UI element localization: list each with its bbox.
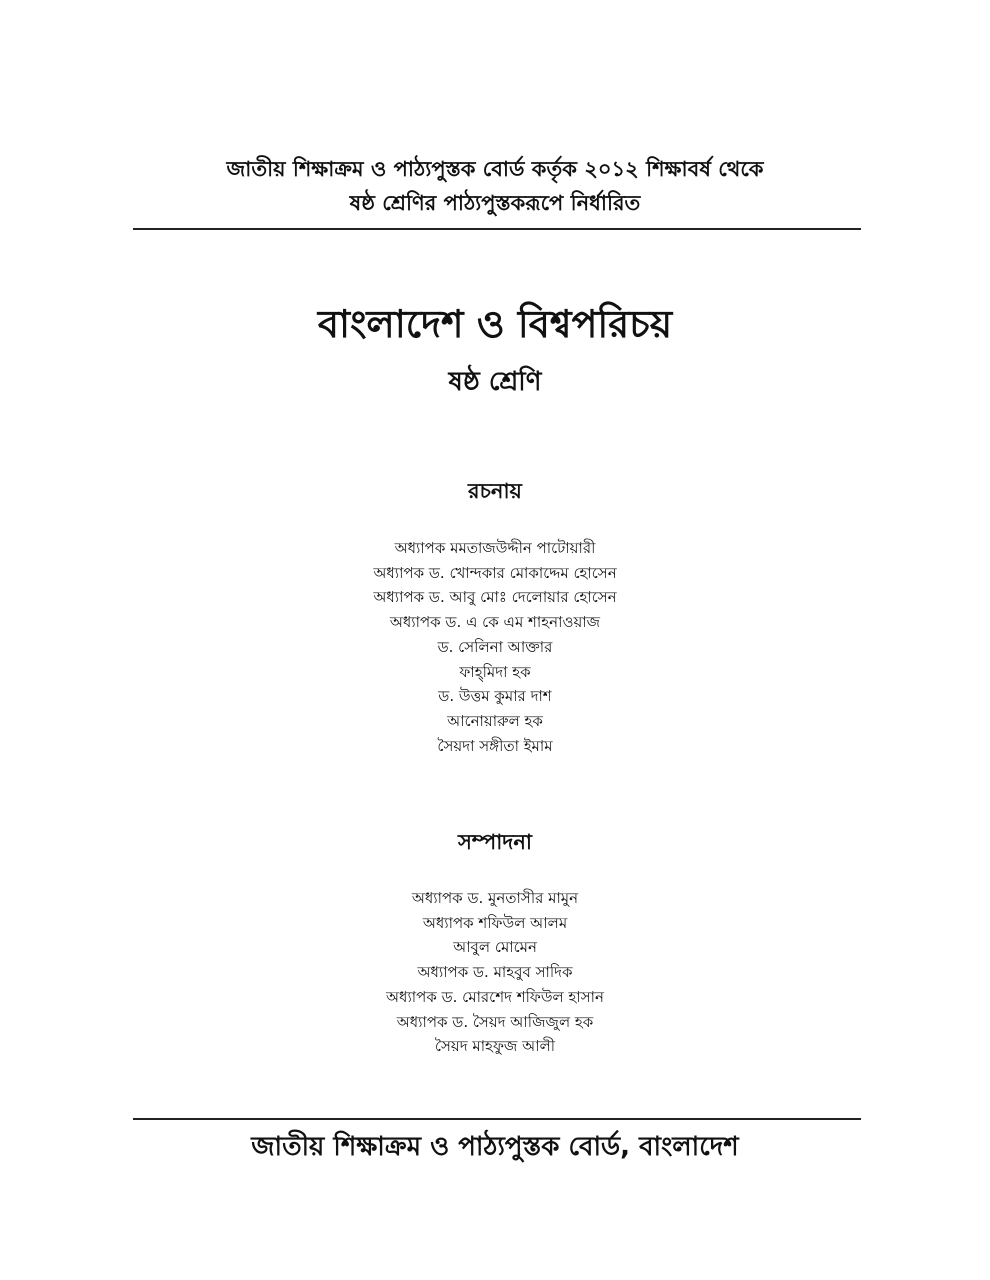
approval-note-line-2: ষষ্ঠ শ্রেণির পাঠ্যপুস্তকরূপে নির্ধারিত	[349, 191, 641, 215]
author-name: অধ্যাপক ড. খোন্দকার মোকাদ্দেম হোসেন	[373, 563, 617, 582]
editor-name: অধ্যাপক ড. মুনতাসীর মামুন	[411, 889, 579, 907]
author-name: সৈয়দা সঙ্গীতা ইমাম	[437, 736, 553, 755]
editor-name: অধ্যাপক ড. মোরশেদ শফিউল হাসান	[386, 987, 604, 1006]
author-name: ড. উত্তম কুমার দাশ	[438, 687, 552, 706]
bottom-divider	[133, 1118, 861, 1120]
editor-name: অধ্যাপক ড. মাহবুব সাদিক	[417, 963, 573, 982]
author-name: আনোয়ারুল হক	[447, 711, 543, 730]
publisher-name: জাতীয় শিক্ষাক্রম ও পাঠ্যপুস্তক বোর্ড, বাংলাদেশ	[251, 1132, 739, 1162]
editors-list	[0, 886, 990, 1059]
top-divider	[133, 228, 861, 230]
author-name: অধ্যাপক ড. এ কে এম শাহনাওয়াজ	[389, 613, 601, 632]
editor-name: আবুল মোমেন	[453, 938, 537, 957]
approval-note-line-1: জাতীয় শিক্ষাক্রম ও পাঠ্যপুস্তক বোর্ড কর্তৃক ২০১২ শিক্ষাবর্ষ থেকে	[226, 157, 764, 181]
authors-heading: রচনায়	[468, 479, 522, 503]
curriculum-approval-note	[0, 152, 990, 220]
author-name: ড. সেলিনা আক্তার	[437, 637, 553, 656]
author-name: অধ্যাপক মমতাজউদ্দীন পাটোয়ারী	[394, 539, 596, 557]
book-title: বাংলাদেশ ও বিশ্বপরিচয়	[317, 302, 673, 346]
editor-name: সৈয়দ মাহফুজ আলী	[434, 1037, 556, 1056]
editors-heading: সম্পাদনা	[458, 830, 532, 854]
authors-list	[0, 536, 990, 758]
author-name: ফাহ্‌মিদা হক	[459, 662, 531, 681]
editor-name: অধ্যাপক ড. সৈয়দ আজিজুল হক	[396, 1012, 594, 1031]
book-class: ষষ্ঠ শ্রেণি	[448, 367, 542, 397]
author-name: অধ্যাপক ড. আবু মোঃ দেলোয়ার হোসেন	[373, 588, 617, 607]
editor-name: অধ্যাপক শফিউল আলম	[422, 913, 568, 932]
